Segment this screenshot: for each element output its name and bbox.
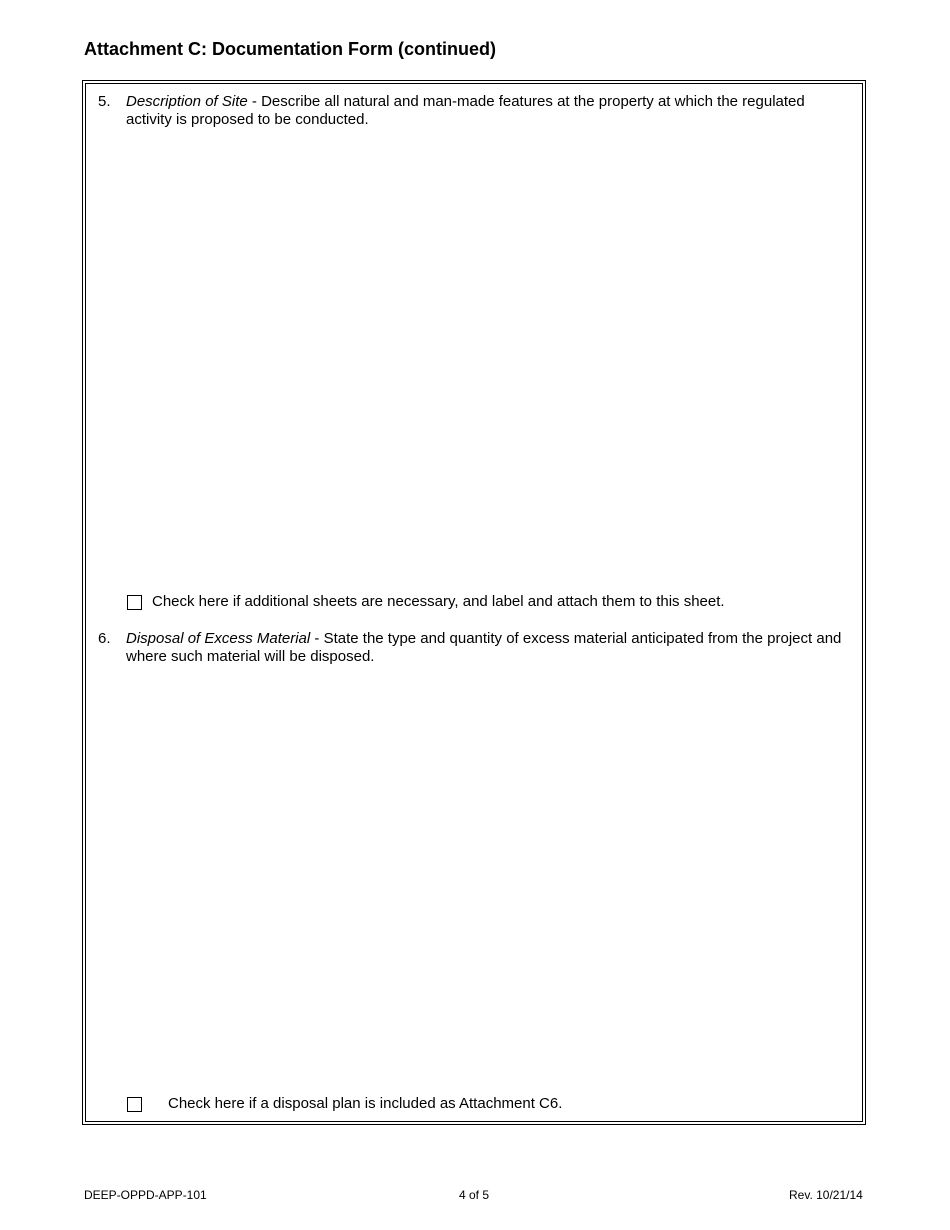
page-title: Attachment C: Documentation Form (continued) — [84, 39, 496, 59]
additional-sheets-checkbox[interactable] — [127, 595, 142, 610]
section-6-title: Disposal of Excess Material — [126, 630, 311, 647]
footer-page-number: 4 of 5 — [459, 1188, 490, 1202]
additional-sheets-label: Check here if additional sheets are necessary, and label and attach them to this sheet. — [152, 593, 725, 610]
footer-revision: Rev. 10/21/14 — [789, 1188, 863, 1202]
section-6-separator: - — [310, 630, 324, 647]
section-6-number: 6. — [98, 630, 111, 647]
section-5-separator: - — [247, 93, 262, 110]
section-5-title: Description of Site — [126, 93, 248, 110]
section-5-description: Describe all natural and man-made features at the property at which the regulated activity is proposed to be conducted. — [126, 93, 805, 128]
section-5-number: 5. — [98, 93, 111, 110]
section-5-text — [126, 93, 846, 129]
section-6-text — [126, 630, 846, 666]
section-6-description: State the type and quantity of excess material anticipated from the project and where such material will be disposed. — [126, 630, 842, 665]
disposal-plan-checkbox[interactable] — [127, 1097, 142, 1112]
disposal-plan-label: Check here if a disposal plan is included as Attachment C6. — [168, 1095, 563, 1112]
footer-form-id: DEEP-OPPD-APP-101 — [84, 1188, 207, 1202]
